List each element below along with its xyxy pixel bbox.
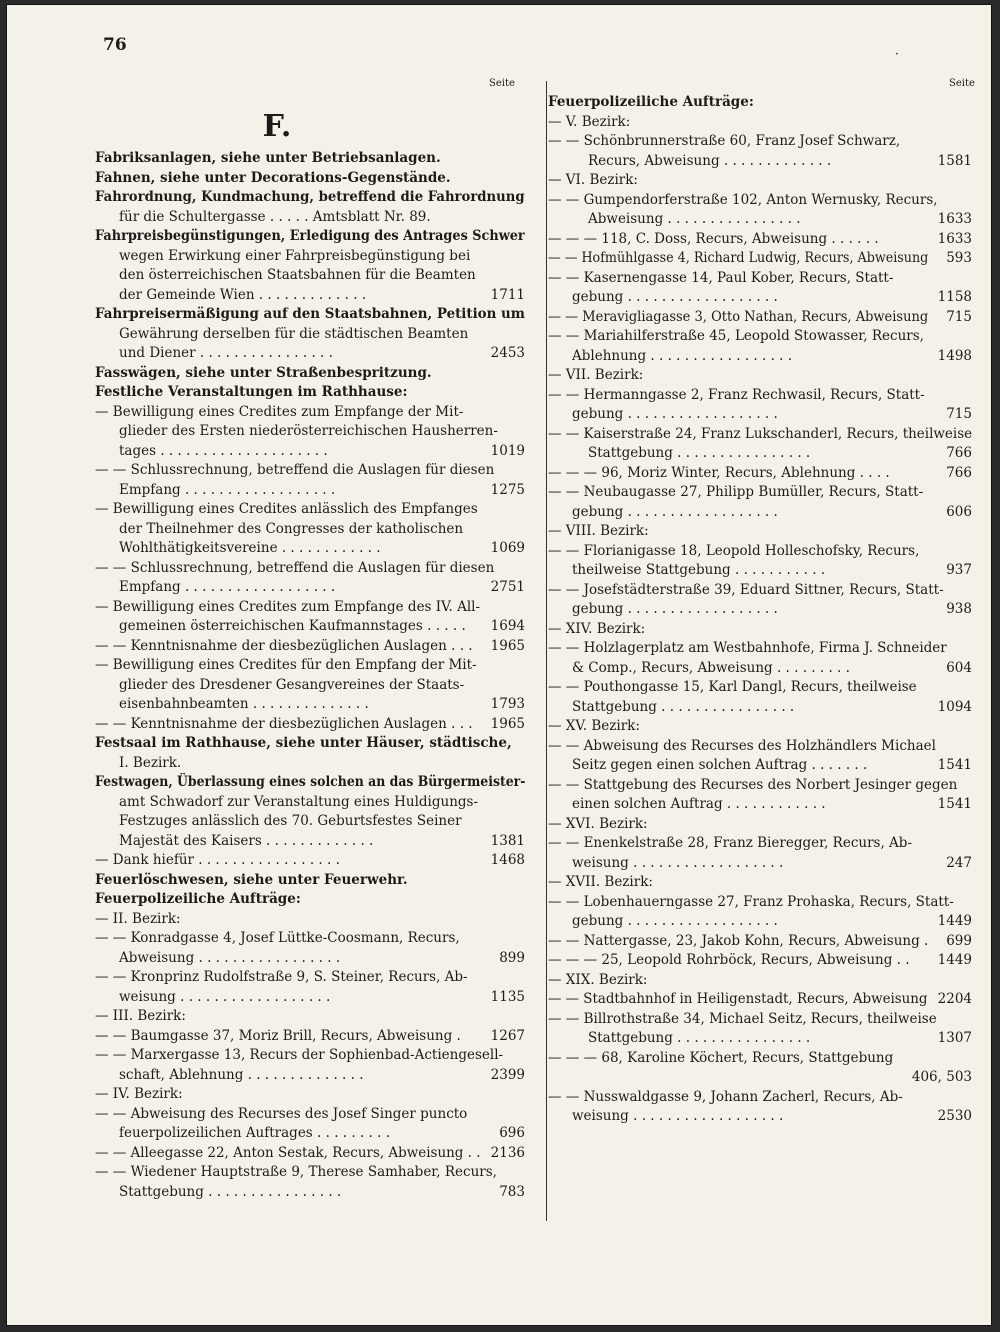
page-reference: 2453 — [490, 345, 525, 361]
index-line — [95, 988, 525, 1008]
page-reference: 1541 — [937, 757, 972, 773]
index-line — [548, 269, 972, 289]
page-reference: 1135 — [490, 988, 525, 1005]
index-line-text: Stattgebung . . . . . . . . . . . . . . . . — [588, 445, 811, 461]
index-line-text: gebung . . . . . . . . . . . . . . . . . . — [572, 503, 778, 520]
page-reference: 604 — [946, 659, 972, 676]
index-line-text: — — — 25, Leopold Rohrböck, Recurs, Abweisung . . — [548, 952, 910, 968]
index-line-text: — — Baumgasse 37, Moriz Brill, Recurs, Abweisung . — [95, 1027, 461, 1044]
index-line-text: gebung . . . . . . . . . . . . . . . . . . — [572, 289, 778, 305]
index-line-text: Feuerpolizeiliche Aufträge: — [548, 94, 754, 110]
index-line — [548, 152, 972, 172]
index-line — [95, 871, 525, 891]
index-line — [95, 520, 525, 540]
page-reference: 1694 — [490, 618, 525, 634]
index-line-text: gebung . . . . . . . . . . . . . . . . . . — [572, 406, 778, 422]
page-reference: 1275 — [490, 481, 525, 498]
index-line — [548, 678, 972, 698]
index-line — [548, 737, 972, 757]
index-line — [95, 812, 525, 832]
index-line — [548, 776, 972, 796]
index-line-text: 406, 503 — [911, 1069, 972, 1085]
index-line — [95, 715, 525, 735]
index-line — [95, 637, 525, 657]
page-reference: 593 — [946, 250, 972, 266]
index-line-text: glieder des Dresdener Gesangvereines der Staats- — [119, 676, 465, 693]
index-line-text: eisenbahnbeamten . . . . . . . . . . . . . . — [119, 696, 369, 712]
index-line — [548, 249, 972, 269]
index-line-text: Stattgebung . . . . . . . . . . . . . . . . — [588, 1030, 811, 1046]
index-line — [548, 581, 972, 601]
index-line-text: — — Kenntnisnahme der diesbezüglichen Auslagen . . . — [95, 715, 473, 732]
ink-speck: · — [895, 47, 899, 61]
page-reference: 2399 — [490, 1066, 525, 1083]
index-line — [548, 386, 972, 406]
index-line — [95, 695, 525, 715]
index-line-text: — — Schlussrechnung, betreffend die Auslagen für diesen — [95, 462, 495, 478]
index-line — [95, 247, 525, 267]
index-line — [548, 951, 972, 971]
index-line-text: Festsaal im Rathhause, siehe unter Häuser, städtische, — [95, 735, 512, 751]
index-line-text: Fahrpreisermäßigung auf den Staatsbahnen, Petition um — [95, 306, 525, 322]
index-line — [548, 1029, 972, 1049]
index-line — [95, 442, 525, 462]
index-line-text: — — Nattergasse, 23, Jakob Kohn, Recurs, Abweisung . — [548, 932, 929, 949]
index-line-text: Empfang . . . . . . . . . . . . . . . . . . — [119, 579, 336, 595]
index-line-text: Seitz gegen einen solchen Auftrag . . . . . . . — [572, 757, 868, 773]
index-line-text: — V. Bezirk: — [548, 113, 631, 130]
index-line — [548, 600, 972, 620]
page-reference: 1633 — [937, 211, 972, 227]
index-line-text: — IV. Bezirk: — [95, 1086, 183, 1102]
index-line — [95, 539, 525, 559]
index-line — [95, 344, 525, 364]
index-line — [548, 132, 972, 152]
index-line-text: — — Schlussrechnung, betreffend die Auslagen für diesen — [95, 559, 495, 576]
index-line-text: für die Schultergasse . . . . . Amtsblatt Nr. 89. — [119, 208, 431, 225]
column-divider — [546, 81, 547, 1221]
index-line-text: — — Kasernengasse 14, Paul Kober, Recurs, Statt- — [548, 269, 894, 286]
index-line — [548, 503, 972, 523]
index-line-text: — — Mariahilferstraße 45, Leopold Stowasser, Recurs, — [548, 328, 924, 344]
page-reference: 1449 — [937, 952, 972, 968]
index-line-text: Fasswägen, siehe unter Straßenbespritzung. — [95, 364, 432, 381]
page-reference: 783 — [499, 1183, 525, 1200]
index-line-text: Feuerlöschwesen, siehe unter Feuerwehr. — [95, 871, 408, 888]
index-line — [95, 793, 525, 813]
index-line — [95, 754, 525, 774]
index-line-text: — — Marxergasse 13, Recurs der Sophienbad-Actiengesell- — [95, 1047, 504, 1063]
page-reference: 938 — [946, 601, 972, 617]
index-line-text: Festwagen, Überlassung eines solchen an das Bürgermeister- — [95, 774, 526, 790]
index-line-text: — — Meravigliagasse 3, Otto Nathan, Recurs, Abweisung — [548, 308, 929, 325]
page-reference: 1019 — [490, 442, 525, 459]
index-line — [95, 578, 525, 598]
index-line — [95, 481, 525, 501]
index-line-text: Abweisung . . . . . . . . . . . . . . . . . — [119, 949, 341, 966]
index-line-text: Ablehnung . . . . . . . . . . . . . . . . . — [572, 347, 793, 364]
page-reference: 1965 — [490, 715, 525, 732]
index-line-text: I. Bezirk. — [119, 754, 182, 771]
index-line — [548, 230, 972, 250]
index-line-text: Majestät des Kaisers . . . . . . . . . . . . . — [119, 832, 374, 849]
index-line — [548, 1049, 972, 1069]
index-line-text: — VI. Bezirk: — [548, 172, 638, 188]
index-line — [548, 854, 972, 874]
page-reference: 699 — [946, 932, 972, 949]
index-line-text: — Dank hiefür . . . . . . . . . . . . . . . . . — [95, 852, 340, 868]
page-reference: 1381 — [490, 832, 525, 849]
index-line — [548, 308, 972, 328]
index-line-text: — — Hofmühlgasse 4, Richard Ludwig, Recurs, Abweisung — [548, 250, 929, 266]
index-line-text: — XV. Bezirk: — [548, 718, 640, 734]
index-line-text: Fahnen, siehe unter Decorations-Gegenstände. — [95, 169, 451, 186]
index-line-text: Abweisung . . . . . . . . . . . . . . . . — [588, 211, 801, 227]
index-line — [548, 522, 972, 542]
index-line — [548, 834, 972, 854]
index-line-text: — Bewilligung eines Credites anlässlich des Empfanges — [95, 501, 478, 517]
index-line-text: — — Enenkelstraße 28, Franz Bieregger, Recurs, Ab- — [548, 835, 913, 851]
index-line-text: Festliche Veranstaltungen im Rathhause: — [95, 384, 408, 400]
page-reference: 766 — [946, 445, 972, 461]
index-line — [95, 1085, 525, 1105]
index-line — [548, 1010, 972, 1030]
seite-label-right: Seite — [949, 78, 975, 89]
index-line — [95, 734, 525, 754]
index-line — [548, 912, 972, 932]
page-reference: 247 — [946, 854, 972, 871]
page-reference: 1267 — [490, 1027, 525, 1044]
index-line-text: — Bewilligung eines Credites zum Empfange des IV. All- — [95, 598, 481, 615]
index-line-text: — III. Bezirk: — [95, 1008, 186, 1024]
page-reference: 1158 — [937, 289, 972, 305]
index-line — [95, 1046, 525, 1066]
page-reference: 2136 — [490, 1144, 525, 1161]
index-line-text: weisung . . . . . . . . . . . . . . . . . . — [119, 988, 331, 1005]
index-line-text: gebung . . . . . . . . . . . . . . . . . . — [572, 913, 778, 929]
index-line — [95, 676, 525, 696]
index-line-text: — XVII. Bezirk: — [548, 874, 653, 890]
index-line — [548, 659, 972, 679]
index-line-text: — — Kenntnisnahme der diesbezüglichen Auslagen . . . — [95, 637, 473, 654]
index-line — [95, 325, 525, 345]
right-column — [548, 93, 972, 1127]
index-line — [548, 1068, 972, 1088]
index-line-text: — — Kaiserstraße 24, Franz Lukschanderl, Recurs, theilweise — [548, 425, 973, 442]
index-line — [95, 1124, 525, 1144]
page-reference: 1581 — [937, 152, 972, 169]
index-line — [548, 171, 972, 191]
index-line — [548, 639, 972, 659]
index-line — [95, 851, 525, 871]
scanned-page — [6, 4, 992, 1326]
index-line — [548, 893, 972, 913]
index-line — [548, 1107, 972, 1127]
index-line-text: — XIV. Bezirk: — [548, 620, 646, 637]
index-line-text: Fabriksanlagen, siehe unter Betriebsanlagen. — [95, 150, 441, 166]
page-reference: 1094 — [937, 698, 972, 715]
index-line — [95, 500, 525, 520]
index-line-text: — Bewilligung eines Credites zum Empfange der Mit- — [95, 403, 464, 420]
index-line-text: schaft, Ablehnung . . . . . . . . . . . . . . — [119, 1066, 364, 1083]
page-reference: 1965 — [490, 637, 525, 654]
page-reference: 1793 — [490, 696, 525, 712]
index-line-text: Festzuges anlässlich des 70. Geburtsfestes Seiner — [119, 813, 462, 829]
index-line-text: — — Konradgasse 4, Josef Lüttke-Coosmann, Recurs, — [95, 930, 460, 946]
index-line-text: — VIII. Bezirk: — [548, 523, 649, 539]
index-line — [548, 815, 972, 835]
index-line-text: der Theilnehmer des Congresses der katholischen — [119, 520, 464, 537]
index-line-text: — — Gumpendorferstraße 102, Anton Wernusky, Recurs, — [548, 191, 938, 208]
index-line — [95, 890, 525, 910]
index-line-text: — — Holzlagerplatz am Westbahnhofe, Firma J. Schneider — [548, 640, 947, 656]
index-line-text: Wohlthätigkeitsvereine . . . . . . . . . . . . — [119, 540, 381, 556]
index-line-text: Fahrpreisbegünstigungen, Erledigung des Antrages Schwer — [95, 228, 525, 244]
index-line — [548, 561, 972, 581]
index-line-text: — — Kronprinz Rudolfstraße 9, S. Steiner, Recurs, Ab- — [95, 969, 468, 985]
page-reference: 2530 — [937, 1108, 972, 1124]
index-line-text: — — Stattgebung des Recurses des Norbert Jesinger gegen — [548, 776, 958, 793]
index-line-text: — — Josefstädterstraße 39, Eduard Sittner, Recurs, Statt- — [548, 581, 944, 598]
index-line-text: Empfang . . . . . . . . . . . . . . . . . . — [119, 481, 336, 498]
page-reference: 1711 — [490, 286, 525, 303]
page-reference: 2204 — [937, 991, 972, 1007]
index-line-text: glieder des Ersten niederösterreichischen Hausherren- — [119, 423, 498, 439]
index-line-text: weisung . . . . . . . . . . . . . . . . . . — [572, 1108, 784, 1124]
index-line — [548, 288, 972, 308]
index-line — [548, 113, 972, 133]
index-line-text: Recurs, Abweisung . . . . . . . . . . . . . — [588, 152, 832, 169]
index-line — [95, 149, 525, 169]
index-line — [95, 1007, 525, 1027]
index-line-text: — — Hermanngasse 2, Franz Rechwasil, Recurs, Statt- — [548, 386, 925, 403]
index-line — [548, 756, 972, 776]
index-line-text: — — Nusswaldgasse 9, Johann Zacherl, Recurs, Ab- — [548, 1088, 903, 1105]
index-line — [548, 464, 972, 484]
index-line — [95, 422, 525, 442]
index-line-text: der Gemeinde Wien . . . . . . . . . . . . . — [119, 286, 367, 303]
index-line — [548, 327, 972, 347]
index-line-text: — — — 118, C. Doss, Recurs, Abweisung . . . . . . — [548, 230, 879, 247]
index-line — [95, 1105, 525, 1125]
index-line-text: — XIX. Bezirk: — [548, 971, 648, 988]
index-line-text: Fahrordnung, Kundmachung, betreffend die Fahrordnung — [95, 189, 525, 205]
index-line — [548, 873, 972, 893]
page-reference: 1449 — [937, 913, 972, 929]
index-line — [95, 910, 525, 930]
index-line — [548, 620, 972, 640]
index-line-text: weisung . . . . . . . . . . . . . . . . . . — [572, 854, 784, 871]
index-line — [548, 347, 972, 367]
index-line — [95, 773, 525, 793]
index-line — [95, 461, 525, 481]
index-line-text: — — Neubaugasse 27, Philipp Bumüller, Recurs, Statt- — [548, 484, 924, 500]
index-line — [95, 949, 525, 969]
index-line — [95, 169, 525, 189]
index-line — [548, 366, 972, 386]
index-line — [95, 208, 525, 228]
index-line-text: — — — 96, Moriz Winter, Recurs, Ablehnung . . . . — [548, 464, 890, 481]
index-line — [95, 1163, 525, 1183]
index-line-text: — — Stadtbahnhof in Heiligenstadt, Recurs, Abweisung — [548, 991, 928, 1007]
page-reference: 715 — [946, 406, 972, 422]
index-line — [95, 305, 525, 325]
index-line — [548, 971, 972, 991]
page-reference: 1468 — [490, 852, 525, 868]
index-line — [548, 990, 972, 1010]
page-number: 76 — [103, 35, 127, 55]
index-line — [548, 405, 972, 425]
index-line-text: — — Alleegasse 22, Anton Sestak, Recurs, Abweisung . . — [95, 1144, 481, 1161]
page-reference: 606 — [946, 503, 972, 520]
index-line — [95, 929, 525, 949]
index-line-text: — — Florianigasse 18, Leopold Holleschofsky, Recurs, — [548, 542, 920, 559]
index-line-text: — — Billrothstraße 34, Michael Seitz, Recurs, theilweise — [548, 1010, 937, 1027]
index-line — [95, 656, 525, 676]
index-line — [95, 968, 525, 988]
seite-label-left: Seite — [489, 78, 515, 89]
page-reference: 766 — [946, 464, 972, 481]
index-line — [548, 717, 972, 737]
index-line-text: gebung . . . . . . . . . . . . . . . . . . — [572, 601, 778, 617]
index-line — [95, 383, 525, 403]
index-line-text: amt Schwadorf zur Veranstaltung eines Huldigungs- — [119, 793, 479, 810]
page-reference: 1633 — [937, 230, 972, 247]
section-letter: F. — [262, 109, 292, 144]
index-line-text: wegen Erwirkung einer Fahrpreisbegünstigung bei — [119, 247, 471, 264]
index-line-text: — — Lobenhauerngasse 27, Franz Prohaska, Recurs, Statt- — [548, 893, 954, 910]
index-line — [548, 210, 972, 230]
index-line-text: — XVI. Bezirk: — [548, 815, 648, 832]
index-line — [548, 542, 972, 562]
index-line-text: — Bewilligung eines Credites für den Empfang der Mit- — [95, 657, 477, 673]
index-line — [95, 227, 525, 247]
index-line-text: Feuerpolizeiliche Aufträge: — [95, 891, 301, 907]
index-line — [548, 425, 972, 445]
index-line — [95, 617, 525, 637]
page-reference: 1307 — [937, 1030, 972, 1046]
index-line — [95, 403, 525, 423]
index-line-text: — — Abweisung des Recurses des Josef Singer puncto — [95, 1105, 468, 1122]
index-line — [548, 444, 972, 464]
index-line — [95, 559, 525, 579]
index-line — [548, 483, 972, 503]
index-line-text: — — — 68, Karoline Köchert, Recurs, Stattgebung — [548, 1049, 894, 1066]
page-reference: 696 — [499, 1125, 525, 1141]
index-line-text: — — Abweisung des Recurses des Holzhändlers Michael — [548, 737, 936, 754]
index-line — [95, 188, 525, 208]
index-line — [95, 1144, 525, 1164]
index-line — [95, 286, 525, 306]
page-reference: 1069 — [490, 540, 525, 556]
index-line-text: Stattgebung . . . . . . . . . . . . . . . . — [572, 698, 795, 715]
page-reference: 1541 — [937, 796, 972, 812]
index-line-text: den österreichischen Staatsbahnen für die Beamten — [119, 267, 476, 283]
index-line-text: und Diener . . . . . . . . . . . . . . . . — [119, 345, 333, 361]
page-reference: 1498 — [937, 347, 972, 364]
index-line-text: — — Schönbrunnerstraße 60, Franz Josef Schwarz, — [548, 133, 901, 149]
index-line — [95, 1066, 525, 1086]
index-line-text: tages . . . . . . . . . . . . . . . . . . . . — [119, 442, 328, 459]
index-line-text: einen solchen Auftrag . . . . . . . . . . . . — [572, 796, 826, 812]
index-line — [548, 698, 972, 718]
page-reference: 937 — [946, 562, 972, 578]
index-line-text: theilweise Stattgebung . . . . . . . . . . . — [572, 562, 826, 578]
index-line — [548, 795, 972, 815]
index-line — [548, 1088, 972, 1108]
index-line-text: gemeinen österreichischen Kaufmannstages . . . . . — [119, 618, 466, 634]
index-line — [95, 266, 525, 286]
index-line — [95, 1183, 525, 1203]
index-line-text: Gewährung derselben für die städtischen Beamten — [119, 325, 469, 342]
index-line — [95, 364, 525, 384]
left-column — [95, 149, 525, 1202]
index-line — [95, 832, 525, 852]
index-line-text: — II. Bezirk: — [95, 910, 181, 927]
index-line-text: — — Pouthongasse 15, Karl Dangl, Recurs, theilweise — [548, 679, 917, 695]
page-reference: 2751 — [490, 579, 525, 595]
index-line-text: feuerpolizeilichen Auftrages . . . . . . . . . — [119, 1125, 390, 1141]
index-line-text: — VII. Bezirk: — [548, 367, 644, 383]
index-line — [95, 1027, 525, 1047]
index-line — [95, 598, 525, 618]
index-line — [548, 93, 972, 113]
index-line-text: — — Wiedener Hauptstraße 9, Therese Samhaber, Recurs, — [95, 1164, 497, 1180]
index-line-text: Stattgebung . . . . . . . . . . . . . . . . — [119, 1183, 342, 1200]
index-line — [548, 191, 972, 211]
index-line-text: & Comp., Recurs, Abweisung . . . . . . . . . — [572, 659, 850, 676]
page-reference: 715 — [946, 308, 972, 325]
page-reference: 899 — [499, 949, 525, 966]
index-line — [548, 932, 972, 952]
